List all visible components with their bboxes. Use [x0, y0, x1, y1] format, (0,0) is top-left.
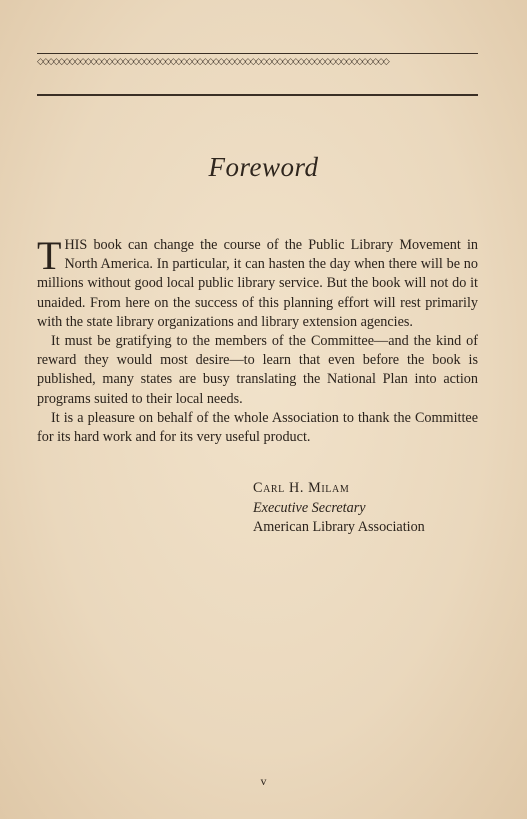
- paragraph-1-text: HIS book can change the course of the Public Library Movement in North America. In particular, it can hasten the day when there will be no millions without good local public library service. But the book will not do it unaided. From here on the success of this planning effort will rest primarily with the state library organizations and library extension agencies.: [37, 237, 478, 330]
- ornamental-border: ◇◇◇◇◇◇◇◇◇◇◇◇◇◇◇◇◇◇◇◇◇◇◇◇◇◇◇◇◇◇◇◇◇◇◇◇◇◇◇◇◇◇◇◇◇◇◇◇◇◇◇◇◇◇◇◇◇◇◇◇◇◇◇◇◇◇: [37, 57, 389, 67]
- signatory-organization: American Library Association: [253, 519, 425, 535]
- signature-block: [253, 479, 425, 538]
- paragraph-3: It is a pleasure on behalf of the whole Association to thank the Committee for its hard work and for its very useful product.: [37, 409, 478, 446]
- paragraph-1: [37, 233, 478, 332]
- signatory-name: Carl H. Milam: [253, 480, 350, 496]
- top-rule: [37, 53, 478, 54]
- page-number: v: [260, 774, 267, 788]
- bottom-rule: [37, 94, 478, 96]
- paragraph-2: It must be gratifying to the members of the Committee—and the kind of reward they would most desire—to learn that even before the book is published, many states are busy translating the National Plan into action programs suited to their local needs.: [37, 333, 478, 407]
- page-title: Foreword: [208, 152, 319, 182]
- signatory-title: Executive Secretary: [253, 499, 366, 516]
- drop-cap: T: [37, 233, 62, 278]
- foreword-body: [37, 233, 478, 447]
